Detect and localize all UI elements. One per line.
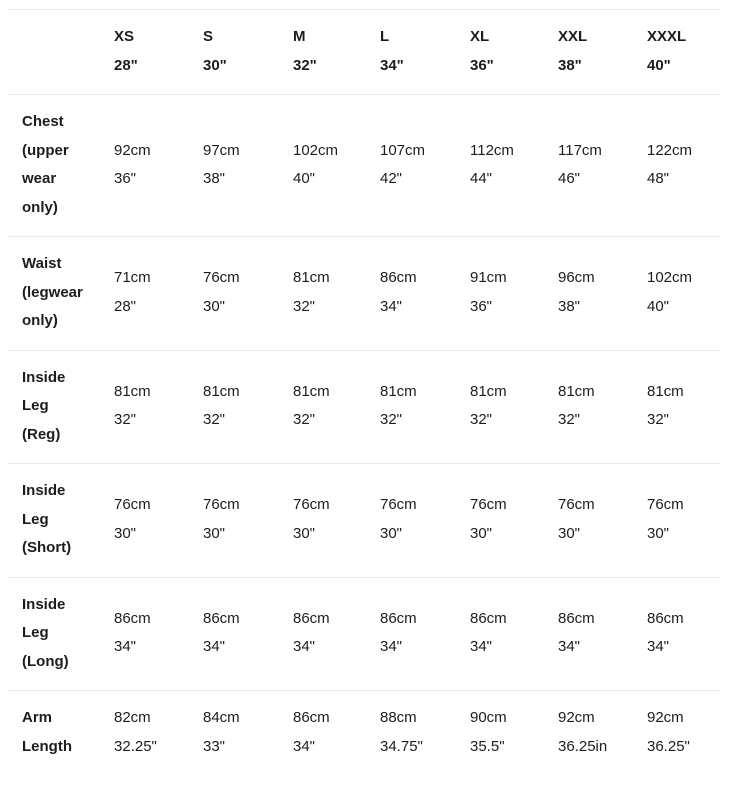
measurement-cell bbox=[203, 95, 293, 237]
measurement-cm: 76cm bbox=[558, 496, 595, 514]
measurement-cell bbox=[647, 464, 721, 578]
row-label-text: Inside Leg (Long) bbox=[22, 595, 69, 670]
size-column-header-xl bbox=[470, 10, 558, 95]
measurement-in: 32.25" bbox=[114, 737, 157, 755]
measurement-cm: 76cm bbox=[114, 496, 151, 514]
size-inches: 38" bbox=[558, 56, 582, 74]
measurement-cm: 81cm bbox=[203, 382, 240, 400]
measurement-in: 46" bbox=[558, 170, 581, 187]
row-label-text: Arm Length bbox=[22, 709, 72, 755]
measurement-cell bbox=[470, 577, 558, 691]
measurement-cell bbox=[293, 577, 380, 691]
size-column-header-xxxl bbox=[647, 10, 721, 95]
size-label: XXXL bbox=[647, 28, 687, 45]
table-row-inside-leg-long bbox=[7, 577, 721, 691]
measurement-cm: 86cm bbox=[293, 709, 330, 726]
size-label: L bbox=[380, 28, 390, 45]
measurement-in: 30" bbox=[203, 297, 226, 315]
measurement-in: 33" bbox=[203, 737, 226, 755]
measurement-cell bbox=[380, 464, 470, 578]
measurement-in: 30" bbox=[470, 524, 493, 542]
measurement-cell bbox=[470, 464, 558, 578]
size-inches: 36" bbox=[470, 56, 494, 74]
measurement-cm: 76cm bbox=[203, 496, 240, 514]
measurement-cell bbox=[558, 691, 647, 776]
measurement-in: 34" bbox=[293, 737, 316, 755]
measurement-cm: 71cm bbox=[114, 269, 151, 287]
measurement-cell bbox=[558, 95, 647, 237]
size-inches: 32" bbox=[293, 56, 317, 74]
measurement-in: 44" bbox=[470, 170, 493, 187]
measurement-in: 34" bbox=[114, 638, 137, 656]
size-label: XS bbox=[114, 28, 135, 45]
measurement-cm: 90cm bbox=[470, 709, 507, 726]
measurement-cm: 91cm bbox=[470, 269, 507, 287]
measurement-cell bbox=[380, 350, 470, 464]
row-label-waist bbox=[7, 237, 114, 351]
row-label-chest bbox=[7, 95, 114, 237]
table-row-inside-leg-short bbox=[7, 464, 721, 578]
measurement-in: 30" bbox=[293, 524, 316, 542]
measurement-cell bbox=[380, 237, 470, 351]
measurement-in: 48" bbox=[647, 170, 670, 187]
measurement-cell bbox=[203, 577, 293, 691]
measurement-in: 30" bbox=[647, 524, 670, 542]
table-row-chest bbox=[7, 95, 721, 237]
measurement-in: 30" bbox=[558, 524, 581, 542]
measurement-cell bbox=[647, 691, 721, 776]
measurement-in: 38" bbox=[203, 170, 226, 187]
row-label-text: Inside Leg (Short) bbox=[22, 482, 72, 556]
measurement-in: 40" bbox=[293, 170, 316, 187]
size-label: XL bbox=[470, 28, 490, 45]
size-column-header-m bbox=[293, 10, 380, 95]
measurement-in: 34" bbox=[203, 638, 226, 656]
measurement-cm: 81cm bbox=[558, 382, 595, 400]
measurement-in: 34" bbox=[293, 638, 316, 656]
measurement-in: 30" bbox=[203, 524, 226, 542]
measurement-in: 36" bbox=[470, 297, 493, 315]
measurement-in: 34" bbox=[380, 297, 403, 315]
measurement-in: 32" bbox=[380, 411, 403, 429]
size-header-row bbox=[7, 10, 721, 95]
measurement-cm: 81cm bbox=[380, 382, 417, 400]
measurement-cm: 97cm bbox=[203, 141, 240, 159]
row-label-inside-leg-short bbox=[7, 464, 114, 578]
measurement-cell bbox=[203, 691, 293, 776]
measurement-cell bbox=[293, 350, 380, 464]
measurement-in: 34.75" bbox=[380, 737, 423, 755]
measurement-cell bbox=[470, 95, 558, 237]
measurement-cell bbox=[203, 350, 293, 464]
measurement-cell bbox=[293, 237, 380, 351]
size-label: XXL bbox=[558, 28, 588, 45]
size-column-header-l bbox=[380, 10, 470, 95]
measurement-cell bbox=[380, 691, 470, 776]
measurement-cell bbox=[558, 350, 647, 464]
measurement-cell bbox=[647, 237, 721, 351]
measurement-in: 40" bbox=[647, 297, 670, 315]
measurement-cm: 122cm bbox=[647, 141, 693, 159]
measurement-in: 35.5" bbox=[470, 737, 505, 755]
measurement-cm: 82cm bbox=[114, 709, 151, 726]
row-label-inside-leg-long bbox=[7, 577, 114, 691]
measurement-in: 34" bbox=[647, 638, 670, 656]
row-label-arm-length bbox=[7, 691, 114, 776]
measurement-in: 32" bbox=[293, 411, 316, 429]
measurement-cm: 96cm bbox=[558, 269, 595, 287]
measurement-in: 30" bbox=[114, 524, 137, 542]
measurement-cm: 86cm bbox=[470, 609, 507, 627]
measurement-cm: 86cm bbox=[293, 609, 330, 627]
table-row-arm-length bbox=[7, 691, 721, 776]
size-inches: 34" bbox=[380, 56, 404, 74]
measurement-cell bbox=[380, 95, 470, 237]
measurement-cm: 86cm bbox=[647, 609, 684, 627]
size-guide-table bbox=[7, 9, 721, 775]
measurement-cell bbox=[203, 237, 293, 351]
measurement-cell bbox=[558, 237, 647, 351]
measurement-in: 30" bbox=[380, 524, 403, 542]
row-label-text: Chest (upper wear only) bbox=[22, 113, 69, 216]
measurement-cm: 86cm bbox=[114, 609, 151, 627]
measurement-cell bbox=[114, 350, 203, 464]
measurement-cm: 81cm bbox=[114, 382, 151, 400]
measurement-cell bbox=[293, 691, 380, 776]
measurement-cm: 76cm bbox=[293, 496, 330, 514]
measurement-cell bbox=[293, 95, 380, 237]
measurement-in: 36.25" bbox=[647, 737, 690, 755]
measurement-cm: 76cm bbox=[470, 496, 507, 514]
measurement-cell bbox=[114, 95, 203, 237]
measurement-cell bbox=[558, 464, 647, 578]
measurement-cell bbox=[647, 577, 721, 691]
measurement-in: 34" bbox=[558, 638, 581, 656]
measurement-cm: 86cm bbox=[203, 609, 240, 627]
measurement-cm: 92cm bbox=[558, 709, 595, 726]
measurement-in: 32" bbox=[114, 411, 137, 429]
measurement-in: 42" bbox=[380, 170, 403, 187]
measurement-cm: 102cm bbox=[647, 269, 693, 287]
measurement-cell bbox=[114, 691, 203, 776]
measurement-cm: 117cm bbox=[558, 141, 602, 159]
measurement-cm: 84cm bbox=[203, 709, 240, 726]
measurement-cm: 76cm bbox=[647, 496, 684, 514]
measurement-cm: 76cm bbox=[380, 496, 417, 514]
measurement-cm: 81cm bbox=[293, 269, 330, 287]
measurement-cm: 92cm bbox=[647, 709, 684, 726]
measurement-in: 34" bbox=[380, 638, 403, 656]
size-inches: 40" bbox=[647, 56, 671, 74]
size-inches: 28" bbox=[114, 56, 138, 74]
measurement-cm: 107cm bbox=[380, 141, 426, 159]
measurement-cm: 86cm bbox=[380, 609, 417, 627]
measurement-in: 32" bbox=[203, 411, 226, 429]
measurement-cell bbox=[114, 577, 203, 691]
measurement-cell bbox=[380, 577, 470, 691]
table-row-inside-leg-reg bbox=[7, 350, 721, 464]
measurement-cell bbox=[203, 464, 293, 578]
size-label: S bbox=[203, 28, 214, 45]
measurement-in: 32" bbox=[558, 411, 581, 429]
measurement-cm: 88cm bbox=[380, 709, 417, 726]
measurement-in: 38" bbox=[558, 297, 581, 315]
empty-header-cell bbox=[7, 10, 114, 95]
measurement-cell bbox=[293, 464, 380, 578]
measurement-in: 34" bbox=[470, 638, 493, 656]
measurement-in: 36" bbox=[114, 170, 137, 187]
size-column-header-s bbox=[203, 10, 293, 95]
measurement-cm: 112cm bbox=[470, 141, 514, 159]
measurement-in: 32" bbox=[647, 411, 670, 429]
measurement-cell bbox=[470, 350, 558, 464]
measurement-cell bbox=[470, 691, 558, 776]
measurement-cell bbox=[558, 577, 647, 691]
measurement-cell bbox=[647, 95, 721, 237]
measurement-cm: 102cm bbox=[293, 141, 339, 159]
size-column-header-xs bbox=[114, 10, 203, 95]
measurement-cell bbox=[470, 237, 558, 351]
measurement-cm: 86cm bbox=[558, 609, 595, 627]
size-inches: 30" bbox=[203, 56, 227, 74]
row-label-text: Waist (legwear only) bbox=[22, 255, 83, 329]
table-row-waist bbox=[7, 237, 721, 351]
measurement-in: 36.25in bbox=[558, 737, 608, 755]
measurement-cm: 92cm bbox=[114, 141, 151, 159]
measurement-in: 32" bbox=[293, 297, 316, 315]
measurement-cm: 81cm bbox=[470, 382, 507, 400]
size-label: M bbox=[293, 28, 306, 45]
measurement-cm: 76cm bbox=[203, 269, 240, 287]
measurement-in: 32" bbox=[470, 411, 493, 429]
measurement-cell bbox=[114, 237, 203, 351]
row-label-inside-leg-reg bbox=[7, 350, 114, 464]
measurement-cm: 86cm bbox=[380, 269, 417, 287]
measurement-cm: 81cm bbox=[647, 382, 684, 400]
measurement-cell bbox=[647, 350, 721, 464]
measurement-cell bbox=[114, 464, 203, 578]
measurement-cm: 81cm bbox=[293, 382, 330, 400]
row-label-text: Inside Leg (Reg) bbox=[22, 368, 66, 443]
measurement-in: 28" bbox=[114, 297, 137, 315]
size-column-header-xxl bbox=[558, 10, 647, 95]
